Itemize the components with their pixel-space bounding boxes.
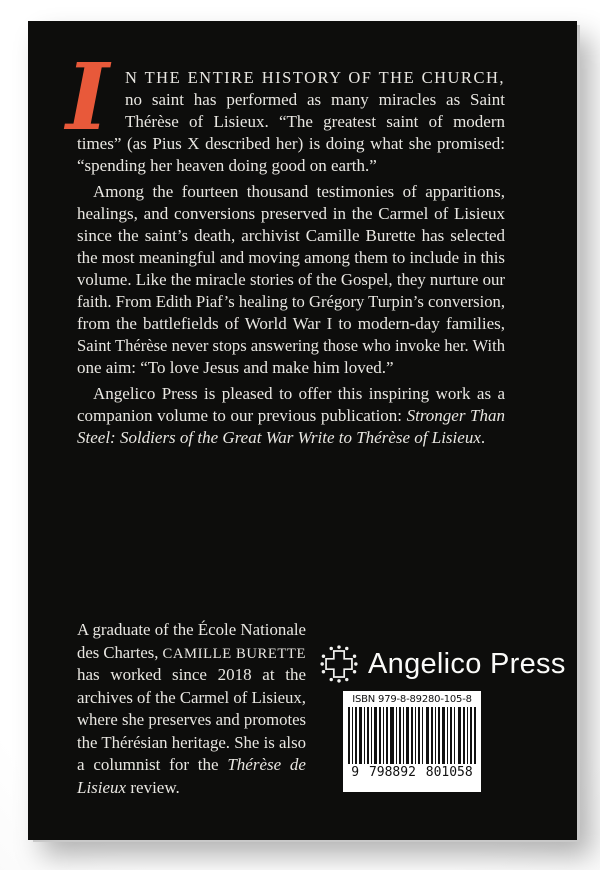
text-line: Angelico Press is pleased to offer this inspiring work as a — [93, 384, 505, 403]
text-line: Among the fourteen thousand testimonies of apparitions, — [93, 182, 505, 201]
back-cover-blurb — [77, 67, 505, 449]
barcode-bars — [348, 707, 476, 764]
author-bio — [77, 619, 306, 799]
publisher-logo — [320, 643, 566, 685]
publisher-name: Angelico Press — [368, 647, 566, 680]
paragraph — [77, 619, 306, 799]
text-line: volume. Like the miracle stories of the Gospel, they nurture our — [77, 270, 505, 289]
paragraph — [77, 383, 505, 449]
text-line: Steel: Soldiers of the Great War Write to Thérèse of Lisieux. — [77, 428, 486, 447]
text-line: no saint has performed as many miracles as Saint — [125, 90, 505, 109]
text-line: Lisieux review. — [77, 777, 180, 797]
book-back-cover — [28, 21, 577, 840]
barcode-block — [343, 691, 481, 792]
text-line: Saint Thérèse never stops answering those who invoke her. With — [77, 336, 505, 355]
text-line: has worked since 2018 at the — [77, 665, 306, 684]
text-line: archives of the Carmel of Lisieux, — [77, 687, 306, 707]
isbn-label: ISBN 979-8-89280-105-8 — [352, 694, 472, 705]
text-line: faith. From Edith Piaf’s healing to Grégory Turpin’s conversion, — [77, 292, 505, 311]
text-line: A graduate of the École Nationale — [77, 620, 306, 639]
paragraph — [77, 181, 505, 379]
text-line: companion volume to our previous publication: Stronger Than — [77, 406, 505, 425]
text-line: des Chartes, CAMILLE BURETTE — [77, 642, 306, 662]
text-line: N THE ENTIRE HISTORY OF THE CHURCH, — [125, 68, 505, 87]
text-line: healings, and conversions preserved in the Carmel of Lisieux — [77, 204, 505, 223]
text-line: the most meaningful and moving among them to include in this — [77, 248, 505, 267]
occitan-cross-icon — [320, 643, 358, 685]
text-line: from the battlefields of World War I to modern-day families, — [77, 314, 505, 333]
text-line: “spending her heaven doing good on earth.” — [77, 156, 377, 175]
text-line: the Thérésian heritage. She is also — [77, 732, 306, 752]
text-line: since the saint’s death, archivist Camille Burette has selected — [77, 226, 505, 245]
text-line: one aim: “To love Jesus and make him loved.” — [77, 358, 394, 377]
text-line: a columnist for the Thérèse de — [77, 755, 306, 774]
barcode-digits: 9 798892 801058 — [351, 765, 473, 780]
text-line: times” (as Pius X described her) is doing what she promised: — [77, 134, 505, 153]
paragraph — [77, 67, 505, 177]
text-line: Thérèse of Lisieux. “The greatest saint of modern — [125, 112, 505, 131]
drop-cap: I — [66, 43, 110, 151]
text-line: where she preserves and promotes — [77, 710, 306, 729]
